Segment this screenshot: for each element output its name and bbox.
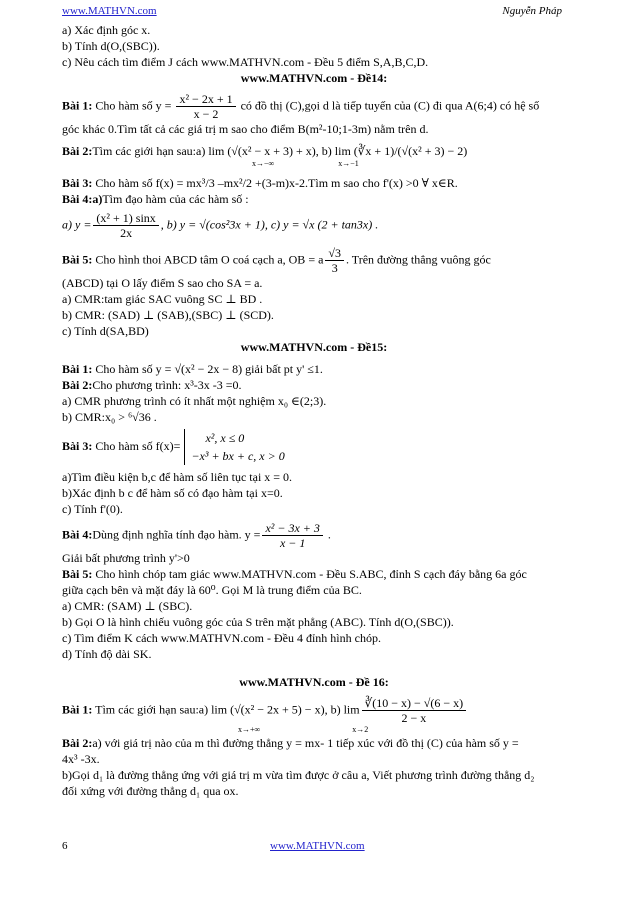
de16-bai1-fraction xyxy=(362,696,467,725)
fraction-denominator: 2x xyxy=(120,226,133,240)
de14-bai2 xyxy=(62,143,566,159)
de15-bai2-b: b) CMR:x₀ > ⁶√36 . xyxy=(62,410,157,424)
de15-bai3-a: a)Tìm điều kiện b,c để hàm số liên tục tại x = 0. xyxy=(62,470,293,484)
document-body xyxy=(62,22,566,799)
de15-bai4-cont: Giải bất phương trình y'>0 xyxy=(62,551,190,565)
de15-bai4: Bài 4:Dùng định nghĩa tính đạo hàm. y = $\frac{\text{x² − 3x + 3}}{x - 1}$ . xyxy=(62,521,331,550)
de14-bai5-fraction xyxy=(325,246,344,275)
de14-bai5-post: . Trên đường thẳng vuông góc xyxy=(346,252,491,267)
de15-bai2-a: a) CMR phương trình có ít nhất một nghiệm x₀ ∈(2;3). xyxy=(62,394,327,408)
fraction-numerator: ∛(10 − x) − √(6 − x) xyxy=(362,696,467,711)
fraction-denominator: x − 1 xyxy=(279,536,306,550)
de14-bai4-functions: a) y = $\frac{\text{(x² + 1) sinx}}{2x}$ , b) y = √(cos²3x + 1), c) y = √x (2 + tan3x) . xyxy=(62,211,379,240)
de14-bai5-label: Bài 5: xyxy=(62,252,93,267)
de15-bai3-text: Cho hàm số f(x)= xyxy=(92,438,181,453)
de16-bai2-cont: 4x³ -3x. xyxy=(62,752,100,766)
section-title-de16: www.MATHVN.com - Đề 16: xyxy=(239,675,389,689)
de16-bai1-limits xyxy=(62,725,566,735)
fraction-denominator: 3 xyxy=(331,261,338,275)
footer-site-link[interactable]: www.MATHVN.com xyxy=(270,840,365,852)
de16-bai2 xyxy=(62,735,566,751)
de14-bai4-fraction xyxy=(93,211,158,240)
de16-bai1 xyxy=(62,696,566,725)
de15-bai5-text: Cho hình chóp tam giác www.MATHVN.com - Đều S.ABC, đỉnh S cạch đáy bằng 6a góc xyxy=(92,567,527,581)
de15-bai5-label: Bài 5: xyxy=(62,567,93,581)
de15-bai5-d: d) Tính độ dài SK. xyxy=(62,647,152,661)
page-number: 6 xyxy=(62,840,68,852)
de14-bai1 xyxy=(62,92,566,121)
de15-bai4-fraction xyxy=(262,521,322,550)
limit-subscript-b: x→−1 xyxy=(338,159,359,168)
de14-bai5-a: a) CMR:tam giác SAC vuông SC ⊥ BD . xyxy=(62,292,263,306)
fraction-numerator: x² − 2x + 1 xyxy=(176,92,235,107)
de15-bai1 xyxy=(62,361,566,377)
fraction-numerator: (x² + 1) sinx xyxy=(93,211,158,226)
item-b: b) Tính d(O,(SBC)). xyxy=(62,39,160,53)
de16-bai2-b2: đối xứng với đường thẳng d₁ qua ox. xyxy=(62,784,239,798)
de16-bai1-label: Bài 1: xyxy=(62,702,93,717)
de14-bai2-limits xyxy=(62,159,566,169)
de15-bai3-c: c) Tính f'(0). xyxy=(62,502,123,516)
de14-bai4-text: Tìm đạo hàm của các hàm số : xyxy=(102,192,249,206)
de14-bai3 xyxy=(62,175,566,191)
de16-bai2-b: b)Gọi d₁ là đường thẳng ứng với giá trị m vừa tìm được ở câu a, Viết phương trình đường thẳng d₂ xyxy=(62,768,535,782)
de14-bai1-post: có đồ thị (C),gọi d là tiếp tuyến của (C) đi qua A(6;4) có hệ số xyxy=(237,98,540,113)
de14-bai5-b: b) CMR: (SAD) ⊥ (SAB),(SBC) ⊥ (SCD). xyxy=(62,308,274,322)
de14-bai4 xyxy=(62,191,566,207)
de15-bai5 xyxy=(62,566,566,582)
de15-bai5-b: b) Gọi O là hình chiếu vuông góc của S trên mặt phẳng (ABC). Tính d(O,(SBC)). xyxy=(62,615,454,629)
de14-bai1-text: Cho hàm số y = xyxy=(92,98,175,113)
fraction-denominator: 2 − x xyxy=(401,711,427,725)
item-c: c) Nêu cách tìm điểm J cách www.MATHVN.com - Đều 5 điểm S,A,B,C,D. xyxy=(62,55,429,69)
limit-subscript-a: x→+∞ xyxy=(238,725,261,734)
de15-bai3 xyxy=(62,429,566,465)
de14-bai2-label: Bài 2: xyxy=(62,144,93,158)
de14-bai5-cont: (ABCD) tại O lấy điểm S sao cho SA = a. xyxy=(62,276,263,290)
de15-bai1-text: Cho hàm số y = √(x² − 2x − 8) giải bất pt y' ≤1. xyxy=(92,362,323,376)
de15-bai4-label: Bài 4: xyxy=(62,527,93,542)
de14-bai1-label: Bài 1: xyxy=(62,98,93,113)
section-title-de15: www.MATHVN.com - Đề15: xyxy=(240,340,388,354)
de16-bai2-label: Bài 2: xyxy=(62,736,93,750)
de14-bai3-text: Cho hàm số f(x) = mx³/3 –mx²/2 +(3-m)x-2.Tìm m sao cho f'(x) >0 ∀ x∈R. xyxy=(92,176,458,190)
de15-bai3-label: Bài 3: xyxy=(62,438,93,453)
de16-bai2-text: a) với giá trị nào của m thì đường thẳng y = mx- 1 tiếp xúc với đồ thị (C) của hàm số y = xyxy=(92,736,519,750)
de15-bai5-cont: giữa cạch bên và mặt đáy là 60⁰. Gọi M là trung điểm của BC. xyxy=(62,583,362,597)
de15-bai2 xyxy=(62,377,566,393)
fraction-denominator: x − 2 xyxy=(193,107,219,121)
limit-subscript-a: x→−∞ xyxy=(252,159,275,168)
de14-bai1-cont: góc khác 0.Tìm tất cả các giá trị m sao cho điểm B(m²-10;1-3m) nằm trên d. xyxy=(62,122,429,136)
fraction-numerator: x² − 3x + 3 xyxy=(262,521,322,536)
de15-bai1-label: Bài 1: xyxy=(62,362,93,376)
de15-bai4-text: Dùng định nghĩa tính đạo hàm. y = xyxy=(92,527,261,542)
case-1: x², x ≤ 0 xyxy=(205,431,245,445)
de16-bai1-text: Tìm các giới hạn sau:a) lim (√(x² − 2x + 5) − x), b) lim xyxy=(92,702,360,717)
de14-bai5-c: c) Tính d(SA,BD) xyxy=(62,324,149,338)
de15-bai2-text: Cho phương trình: x³-3x -3 =0. xyxy=(92,378,242,392)
de15-bai2-label: Bài 2: xyxy=(62,378,93,392)
de15-bai5-a: a) CMR: (SAM) ⊥ (SBC). xyxy=(62,599,193,613)
de14-bai3-label: Bài 3: xyxy=(62,176,93,190)
de14-bai4-bc: , b) y = √(cos²3x + 1), c) y = √x (2 + tan3x) . xyxy=(160,217,379,232)
de14-bai2-text: Tìm các giới hạn sau:a) lim (√(x² − x + 3) + x), b) lim (∛x + 1)/(√(x² + 3) − 2) xyxy=(92,144,468,158)
de15-bai5-c: c) Tìm điểm K cách www.MATHVN.com - Đều 4 đỉnh hình chóp. xyxy=(62,631,381,645)
de14-bai5-text: Cho hình thoi ABCD tâm O coá cạch a, OB = a xyxy=(92,252,324,267)
piecewise-cases xyxy=(184,429,284,465)
de14-bai4-label: Bài 4:a) xyxy=(62,192,103,206)
fraction-numerator: √3 xyxy=(325,246,344,261)
section-title-de14: www.MATHVN.com - Đề14: xyxy=(240,71,388,85)
case-2: −x³ + bx + c, x > 0 xyxy=(191,449,285,463)
de14-bai1-fraction xyxy=(176,92,235,121)
item-a: a) Xác định góc x. xyxy=(62,23,151,37)
header-author: Nguyễn Pháp xyxy=(502,5,562,17)
limit-subscript-b: x→2 xyxy=(352,725,369,734)
header-site-link[interactable]: www.MATHVN.com xyxy=(62,5,157,17)
de14-bai5 xyxy=(62,246,566,275)
de15-bai3-b: b)Xác định b c để hàm số có đạo hàm tại x=0. xyxy=(62,486,283,500)
